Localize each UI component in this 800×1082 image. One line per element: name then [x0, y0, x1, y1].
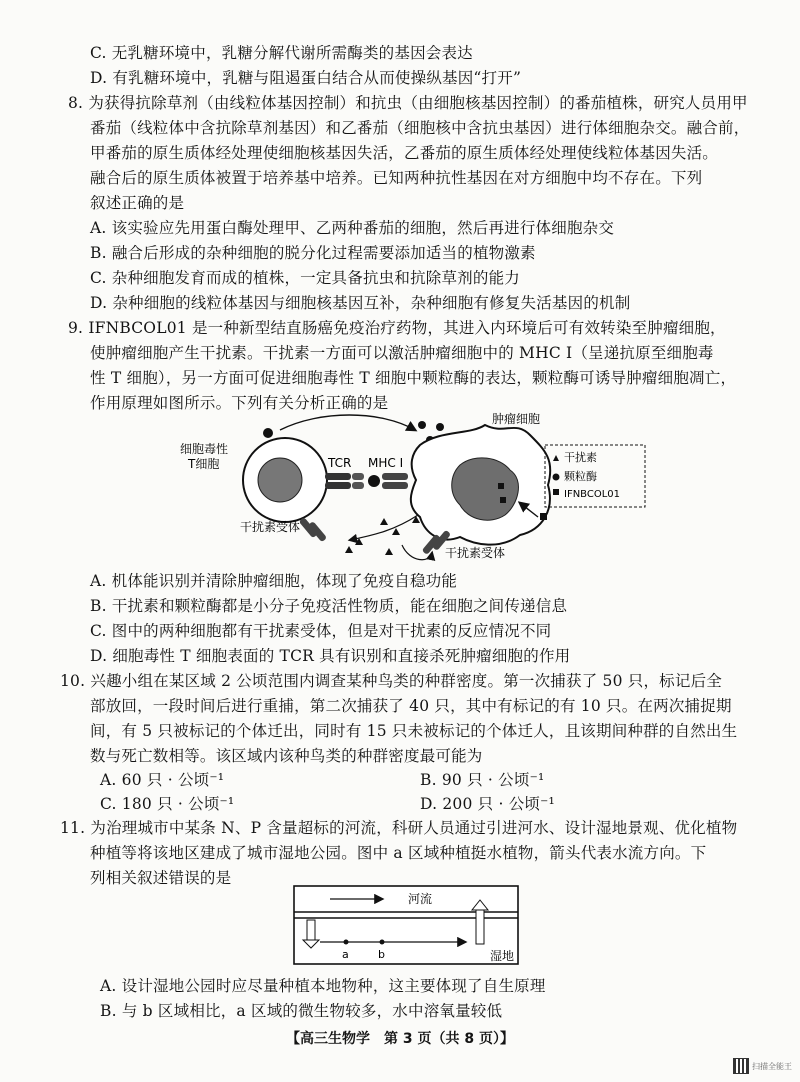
t-cell-label: 细胞毒性 — [180, 442, 229, 456]
drug-square — [500, 497, 506, 503]
q9-option-a: A. 机体能识别并清除肿瘤细胞，体现了免疫自稳功能 — [90, 572, 458, 590]
q9-immune-diagram — [180, 405, 650, 575]
q9-option-c: C. 图中的两种细胞都有干扰素受体，但是对干扰素的反应情况不同 — [90, 622, 552, 640]
q8-stem-line: 融合后的原生质体被置于培养基中培养。已知两种抗性基因在对方细胞中均不存在。下列 — [90, 169, 703, 187]
interferon-triangle — [345, 546, 353, 553]
river-label: 河流 — [408, 892, 433, 906]
q11-stem-line: 种植等将该地区建成了城市湿地公园。图中 a 区域种植挺水植物，箭头代表水流方向。下 — [90, 844, 707, 862]
granzyme-dot — [418, 421, 426, 429]
q10-option-b: B. 90 只 · 公顷⁻¹ — [420, 771, 545, 789]
q11-option-b: B. 与 b 区域相比，a 区域的微生物较多，水中溶氧量较低 — [100, 1002, 503, 1020]
t-cell — [243, 428, 327, 522]
interferon-triangle — [392, 528, 400, 535]
granzyme-arrow — [280, 415, 415, 430]
q10-option-d: D. 200 只 · 公顷⁻¹ — [420, 795, 555, 813]
q8-option-a: A. 该实验应先用蛋白酶处理甲、乙两种番茄的细胞，然后再进行体细胞杂交 — [90, 219, 615, 237]
point-a — [344, 940, 349, 945]
legend-interferon: 干扰素 — [564, 451, 597, 464]
q11-stem-line: 11. 为治理城市中某条 N、P 含量超标的河流，科研人员通过引进河水、设计湿地景观、优化植物 — [60, 819, 738, 837]
q7-option-c: C. 无乳糖环境中，乳糖分解代谢所需酶类的基因会表达 — [90, 44, 473, 62]
q10-stem-line: 间，有 5 只被标记的个体迁出，同时有 15 只未被标记的个体迁人，且该期间种群的自然出生 — [90, 722, 738, 740]
tcr-receptor — [325, 473, 364, 489]
drug-square — [540, 513, 547, 520]
mhc-label: MHC Ⅰ — [368, 456, 404, 470]
legend-granzyme: 颗粒酶 — [564, 470, 597, 483]
q10-option-c: C. 180 只 · 公顷⁻¹ — [100, 795, 235, 813]
page-footer: 【高三生物学 第 3 页（共 8 页）】 — [286, 1031, 514, 1047]
receptor-right-label: 干扰素受体 — [445, 546, 506, 560]
q9-stem-line: 作用原理如图所示。下列有关分析正确的是 — [90, 394, 389, 412]
qr-code-icon — [733, 1058, 749, 1074]
granzyme-dot — [436, 423, 444, 431]
q8-stem-line: 番茄（线粒体中含抗除草剂基因）和乙番茄（细胞核中含抗虫基因）进行体细胞杂交。融合前， — [90, 119, 750, 137]
q10-option-a: A. 60 只 · 公顷⁻¹ — [100, 771, 225, 789]
point-b — [380, 940, 385, 945]
interferon-triangle — [385, 548, 393, 555]
q9-stem-line: 性 T 细胞），另一方面可促进细胞毒性 T 细胞中颗粒酶的表达，颗粒酶可诱导肿瘤细胞凋亡， — [90, 369, 737, 387]
q8-stem-line: 8. 为获得抗除草剂（由线粒体基因控制）和抗虫（由细胞核基因控制）的番茄植株，研究人员用甲 — [68, 94, 748, 112]
watermark-text: 扫描全能王 — [752, 1061, 792, 1071]
mhc-complex — [368, 473, 408, 489]
tumor-cell-label: 肿瘤细胞 — [492, 412, 541, 426]
q11-wetland-diagram — [290, 884, 530, 970]
granzyme-dot — [263, 428, 273, 438]
q8-stem-line: 叙述正确的是 — [90, 194, 185, 212]
q7-option-d: D. 有乳糖环境中，乳糖与阻遏蛋白结合从而使操纵基因“打开” — [90, 69, 522, 87]
q8-option-b: B. 融合后形成的杂种细胞的脱分化过程需要添加适当的植物激素 — [90, 244, 536, 262]
scanner-watermark — [733, 1058, 792, 1074]
q10-stem-line: 10. 兴趣小组在某区域 2 公顷范围内调查某种鸟类的种群密度。第一次捕获了 50 只，标记后全 — [60, 672, 722, 690]
q9-option-d: D. 细胞毒性 T 细胞表面的 TCR 具有识别和直接杀死肿瘤细胞的作用 — [90, 647, 571, 665]
wetland-label: 湿地 — [490, 949, 515, 963]
q8-option-c: C. 杂种细胞发育而成的植株，一定具备抗虫和抗除草剂的能力 — [90, 269, 520, 287]
receptor-left-label: 干扰素受体 — [240, 520, 301, 534]
q9-stem-line: 使肿瘤细胞产生干扰素。干扰素一方面可以激活肿瘤细胞中的 MHC Ⅰ（呈递抗原至细胞毒 — [90, 344, 714, 362]
legend-drug: IFNBCOL01 — [564, 489, 621, 500]
drug-square — [498, 483, 504, 489]
q10-stem-line: 数与死亡数相等。该区域内该种鸟类的种群密度最可能为 — [90, 747, 483, 765]
q8-option-d: D. 杂种细胞的线粒体基因与细胞核基因互补，杂种细胞有修复失活基因的机制 — [90, 294, 631, 312]
tcr-label: TCR — [328, 456, 352, 470]
tumor-cell — [411, 425, 550, 545]
q11-option-a: A. 设计湿地公园时应尽量种植本地物种，这主要体现了自生原理 — [100, 977, 546, 995]
point-b-label: b — [378, 948, 385, 961]
q9-option-b: B. 干扰素和颗粒酶都是小分子免疫活性物质，能在细胞之间传递信息 — [90, 597, 568, 615]
q11-stem-line: 列相关叙述错误的是 — [90, 869, 232, 887]
t-cell-label: T细胞 — [188, 457, 220, 471]
q9-stem-line: 9. IFNBCOL01 是一种新型结直肠癌免疫治疗药物，其进入内环境后可有效转染至肿瘤细胞， — [68, 319, 726, 337]
interferon-triangle — [380, 518, 388, 525]
q8-stem-line: 甲番茄的原生质体经处理使细胞核基因失活，乙番茄的原生质体经处理使线粒体基因失活。 — [90, 144, 719, 162]
q10-stem-line: 部放回，一段时间后进行重捕，第二次捕获了 40 只，其中有标记的有 10 只。在两次捕捉期 — [90, 697, 732, 715]
point-a-label: a — [342, 948, 349, 961]
interferon-receptor-left — [299, 517, 328, 542]
